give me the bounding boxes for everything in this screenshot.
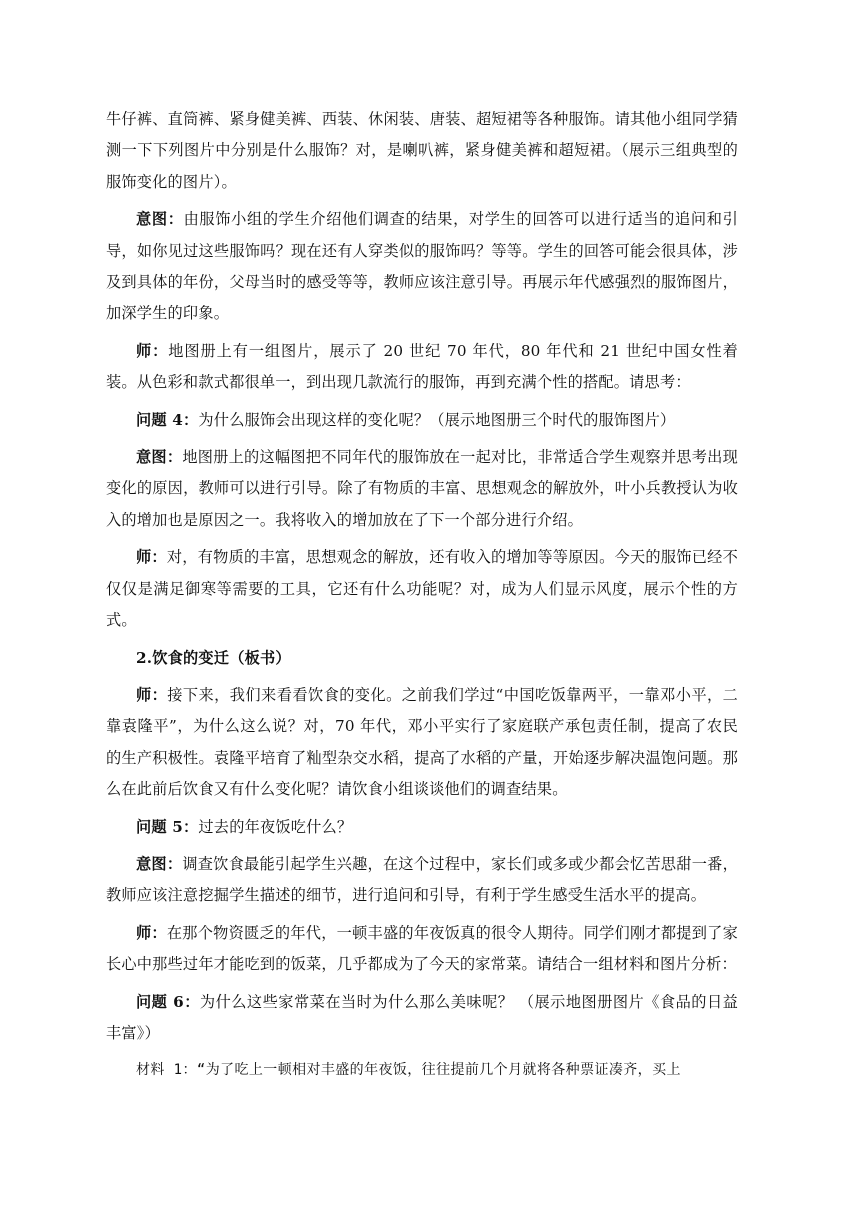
paragraph-teacher-4 — [106, 918, 738, 981]
paragraph-lead: 问题 4： — [136, 410, 199, 429]
paragraph-lead: 师： — [136, 923, 167, 942]
paragraph-text: 接下来，我们来看看饮食的变化。之前我们学过“中国吃饭靠两平，一靠邓小平，二靠袁隆平”，为什么这么说？对，70 年代，邓小平实行了家庭联产承包责任制，提高了农民的生产积极性。袁隆平培育了籼型杂交水稻，提高了水稻的产量，开始逐步解决温饱问题。那么在此前后饮食又有什么变化呢？请饮食小组谈谈他们的调查结果。 — [106, 685, 738, 799]
paragraph-teacher-1 — [106, 336, 738, 399]
paragraph-lead: 意图： — [136, 448, 183, 467]
paragraph-teacher-3 — [106, 680, 738, 806]
paragraph-text: 调查饮食最能引起学生兴趣，在这个过程中，家长们或多或少都会忆苦思甜一番，教师应该注意挖掘学生描述的细节，进行追问和引导，有利于学生感受生活水平的提高。 — [106, 854, 738, 905]
paragraph-text: 地图册上有一组图片，展示了 20 世纪 70 年代，80 年代和 21 世纪中国女性着装。从色彩和款式都很单一，到出现几款流行的服饰，再到充满个性的搭配。请思考： — [106, 341, 738, 392]
paragraph-material-1 — [106, 1055, 738, 1086]
section-heading-diet: 2.饮食的变迁（板书） — [136, 648, 291, 667]
paragraph-text: 为什么服饰会出现这样的变化呢？（展示地图册三个时代的服饰图片） — [198, 410, 676, 429]
material-text: “为了吃上一顿相对丰盛的年夜饭，往往提前几个月就将各种票证凑齐，买上 — [196, 1062, 681, 1079]
paragraph-lead: 师： — [136, 685, 168, 704]
paragraph-text: 地图册上的这幅图把不同年代的服饰放在一起对比，非常适合学生观察并思考出现变化的原因，教师可以进行引导。除了有物质的丰富、思想观念的解放外，叶小兵教授认为收入的增加也是原因之一。我将收入的增加放在了下一个部分进行介绍。 — [106, 448, 738, 529]
paragraph-question-6 — [106, 987, 738, 1050]
paragraph-lead: 意图： — [136, 854, 183, 873]
paragraph-lead: 意图： — [136, 210, 184, 229]
paragraph-teacher-2 — [106, 542, 738, 636]
paragraph-lead: 问题 5： — [136, 817, 199, 836]
material-label: 材料 1： — [136, 1062, 197, 1079]
paragraph-text: 由服饰小组的学生介绍他们调查的结果，对学生的回答可以进行适当的追问和引导，如你见过这些服饰吗？现在还有人穿类似的服饰吗？等等。学生的回答可能会很具体，涉及到具体的年份，父母当时的感受等等，教师应该注意引导。再展示年代感强烈的服饰图片，加深学生的印象。 — [106, 210, 738, 323]
paragraph-text: 为什么这些家常菜在当时为什么那么美味呢？ （展示地图册图片《食品的日益丰富》） — [106, 992, 739, 1042]
paragraph-intent-3 — [106, 849, 738, 912]
document-body — [106, 104, 738, 1093]
paragraph-text: 对，有物质的丰富，思想观念的解放，还有收入的增加等等原因。今天的服饰已经不仅仅是满足御寒等需要的工具，它还有什么功能呢？对，成为人们显示风度，展示个性的方式。 — [106, 548, 738, 630]
paragraph-lead: 问题 6： — [136, 992, 200, 1011]
paragraph-text: 牛仔裤、直筒裤、紧身健美裤、西装、休闲装、唐装、超短裙等各种服饰。请其他小组同学猜测一下下列图片中分别是什么服饰？对，是喇叭裤，紧身健美裤和超短裙。（展示三组典型的服饰变化的图片）。 — [106, 110, 738, 191]
paragraph-intent-1 — [106, 204, 738, 330]
paragraph-clothing-continued — [106, 104, 738, 198]
paragraph-text: 在那个物资匮乏的年代，一顿丰盛的年夜饭真的很令人期待。同学们刚才都提到了家长心中那些过年才能吃到的饭菜，几乎都成为了今天的家常菜。请结合一组材料和图片分析： — [106, 923, 738, 974]
paragraph-question-4 — [106, 405, 738, 436]
paragraph-text: 过去的年夜饭吃什么？ — [198, 817, 353, 836]
paragraph-lead: 师： — [136, 548, 167, 567]
paragraph-lead: 师： — [136, 341, 169, 360]
paragraph-question-5 — [106, 812, 738, 843]
paragraph-intent-2 — [106, 442, 738, 536]
